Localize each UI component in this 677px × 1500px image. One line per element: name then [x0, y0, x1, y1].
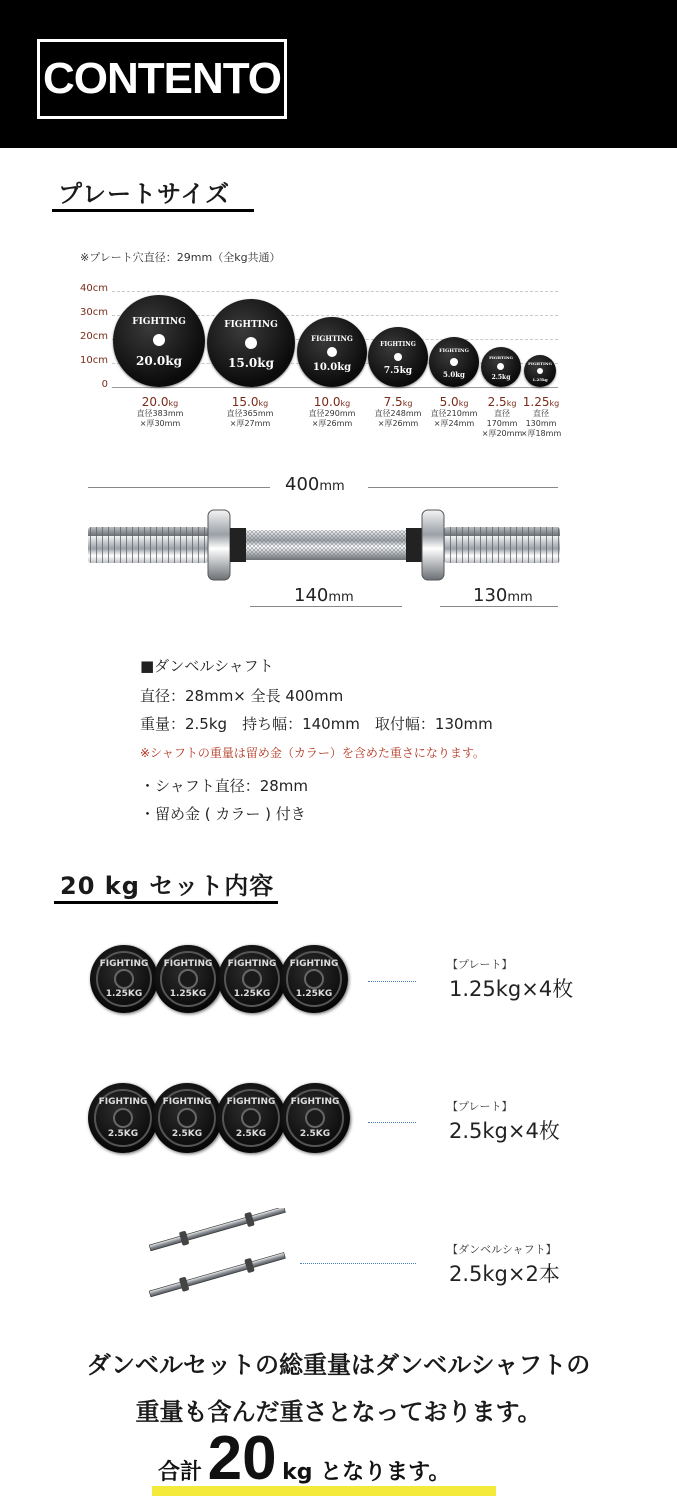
plate-spec: [368, 395, 428, 429]
plate-weight: 10.0: [313, 395, 341, 409]
plate-size-title: プレートサイズ: [58, 180, 231, 208]
plate-weight: 1.25KG: [295, 989, 333, 999]
plate-weight: 2.5KG: [107, 1129, 139, 1139]
item-category: 【プレート】: [447, 958, 513, 971]
plate-hole: [497, 363, 504, 370]
plate-spec: [480, 395, 524, 439]
plate-brand: FIGHTING: [226, 1097, 276, 1107]
shaft-1: [148, 1208, 286, 1255]
collar-inner-right: [406, 528, 422, 562]
total-length-label: [285, 474, 345, 495]
set-plate-1-25kg: [218, 945, 286, 1013]
dim-line-grip: [250, 606, 402, 607]
summary-line: ダンベルセットの総重量はダンベルシャフトの: [86, 1351, 591, 1379]
leader-line: [368, 981, 416, 982]
leader-line: [368, 1122, 416, 1123]
plate-unit: kg: [258, 399, 269, 408]
plate-diameter: 直径290mm: [308, 409, 356, 418]
plate-unit: kg: [402, 399, 413, 408]
plate-face-weight: 7.5kg: [383, 366, 413, 376]
plate-spec: [125, 395, 195, 429]
axis-tick: 20cm: [80, 331, 108, 342]
axis-tick: 10cm: [80, 355, 108, 366]
mount-width-value: 130: [473, 585, 508, 606]
plate-7-5kg: [368, 327, 428, 387]
axis-tick: 30cm: [80, 307, 108, 318]
plate-weight: 5.0: [439, 395, 459, 409]
plate-hole: [450, 358, 458, 366]
set-plate-1-25kg: [90, 945, 158, 1013]
item-quantity: 2.5kg×4枚: [449, 1119, 560, 1143]
title-underline: [54, 901, 278, 904]
plate-spec: [300, 395, 364, 429]
plate-diameter: 直径365mm: [226, 409, 274, 418]
plate-brand: FIGHTING: [163, 959, 213, 969]
shaft-thread-right: [444, 527, 560, 563]
plate-weight: 1.25KG: [169, 989, 207, 999]
hole-note: ※プレート穴直径：29mm（全kg共通）: [80, 251, 281, 264]
item-category: 【プレート】: [447, 1100, 513, 1113]
plate-weight: 1.25: [522, 395, 550, 409]
plate-face-weight: 10.0kg: [312, 362, 352, 373]
total-weight-line: [158, 1424, 518, 1498]
plate-brand: FIGHTING: [132, 317, 186, 327]
plate-thickness: ×厚26mm: [377, 419, 419, 428]
total-length-value: 400: [285, 474, 320, 495]
plate-hole: [245, 337, 257, 349]
plate-20kg: [113, 295, 205, 387]
plate-brand: FIGHTING: [99, 959, 149, 969]
total-suffix: kg となります。: [282, 1460, 451, 1485]
plate-unit: kg: [168, 399, 179, 408]
grip-width-label: [294, 585, 354, 606]
plate-face-weight: 15.0kg: [228, 356, 274, 370]
mount-width-unit: mm: [507, 590, 533, 605]
collar-left: [208, 510, 230, 580]
header-bar: [0, 0, 677, 148]
leader-line: [300, 1263, 416, 1264]
plate-diameter: 直径248mm: [374, 409, 422, 418]
plate-face-weight: 1.25kg: [532, 377, 548, 382]
plate-unit: kg: [458, 399, 469, 408]
dumbbell-shaft-image: [84, 500, 564, 590]
plate-spec: [215, 395, 285, 429]
collar-inner-left: [230, 528, 246, 562]
total-number: 20: [207, 1424, 277, 1493]
set-plate-2-5kg: [152, 1083, 222, 1153]
plate-spec: [520, 395, 562, 439]
plate-brand: FIGHTING: [162, 1097, 212, 1107]
plate-1-25kg: [524, 355, 556, 387]
shaft-2: [148, 1249, 286, 1301]
set-plate-2-5kg: [216, 1083, 286, 1153]
page-title: CONTENTO: [37, 39, 287, 119]
plate-hole: [394, 353, 402, 361]
shaft-bullet: ・シャフト直径：28mm: [140, 777, 309, 795]
plate-15kg: [207, 299, 295, 387]
plate-diameter: 直径130mm: [525, 409, 557, 428]
dumbbell-shafts-image: [144, 1208, 294, 1304]
plate-brand: FIGHTING: [227, 959, 277, 969]
plate-2-5kg: [481, 347, 521, 387]
baseline: [112, 387, 558, 388]
plate-diameter: 直径170mm: [486, 409, 518, 428]
summary-line: 重量も含んだ重さとなっております。: [135, 1398, 542, 1426]
shaft-thread-left: [88, 527, 208, 563]
shaft-weight-note: ※シャフトの重量は留め金（カラー）を含めた重さになります。: [140, 746, 485, 760]
total-length-unit: mm: [319, 479, 345, 494]
axis-tick: 40cm: [80, 283, 108, 294]
plate-brand: FIGHTING: [224, 320, 278, 330]
plate-weight: 20.0: [141, 395, 169, 409]
plate-hole: [153, 334, 165, 346]
plate-weight: 2.5KG: [299, 1129, 331, 1139]
plate-brand: FIGHTING: [439, 348, 469, 354]
plate-brand: FIGHTING: [489, 355, 513, 360]
plate-weight: 15.0: [231, 395, 259, 409]
item-quantity: 1.25kg×4枚: [449, 977, 574, 1001]
plate-diameter: 直径210mm: [430, 409, 478, 418]
set-plate-2-5kg: [280, 1083, 350, 1153]
plate-weight: 2.5: [487, 395, 507, 409]
plate-hole: [327, 347, 337, 357]
plate-weight: 1.25KG: [233, 989, 271, 999]
plate-weight: 2.5KG: [171, 1129, 203, 1139]
plate-spec: [428, 395, 480, 429]
dim-line-mount: [440, 606, 558, 607]
total-prefix: 合計: [158, 1460, 203, 1485]
plate-hole: [537, 368, 543, 374]
plate-unit: kg: [506, 399, 517, 408]
plate-thickness: ×厚27mm: [229, 419, 271, 428]
plate-face-weight: 20.0kg: [136, 354, 182, 368]
plate-diameter: 直径383mm: [136, 409, 184, 418]
plate-thickness: ×厚20mm: [481, 429, 523, 438]
plate-unit: kg: [549, 399, 560, 408]
gridline: [112, 291, 558, 292]
plate-thickness: ×厚24mm: [433, 419, 475, 428]
plate-brand: FIGHTING: [289, 959, 339, 969]
mount-width-label: [473, 585, 533, 606]
plate-face-weight: 2.5kg: [491, 374, 511, 381]
title-underline: [52, 209, 254, 212]
set-plate-2-5kg: [88, 1083, 158, 1153]
plate-thickness: ×厚18mm: [520, 429, 562, 438]
plate-weight: 7.5: [383, 395, 403, 409]
plate-weight: 2.5KG: [235, 1129, 267, 1139]
set-plate-1-25kg: [280, 945, 348, 1013]
shaft-bullet: ・留め金 ( カラー ) 付き: [140, 805, 306, 823]
plate-brand: FIGHTING: [528, 361, 552, 366]
grip-width-value: 140: [294, 585, 329, 606]
plate-10kg: [297, 317, 367, 387]
plate-brand: FIGHTING: [311, 334, 353, 343]
set-contents-title: 20 kg セット内容: [60, 872, 275, 900]
plate-brand: FIGHTING: [290, 1097, 340, 1107]
plate-unit: kg: [340, 399, 351, 408]
plate-5kg: [429, 337, 479, 387]
axis-tick: 0: [101, 379, 108, 390]
dim-line-total: [88, 487, 270, 488]
item-category: 【ダンベルシャフト】: [447, 1243, 557, 1256]
grip-width-unit: mm: [328, 590, 354, 605]
plate-weight: 1.25KG: [105, 989, 143, 999]
dim-line-total: [368, 487, 558, 488]
collar-right: [422, 510, 444, 580]
plate-face-weight: 5.0kg: [443, 370, 465, 379]
set-plate-1-25kg: [154, 945, 222, 1013]
plate-brand: FIGHTING: [380, 341, 416, 348]
plate-brand: FIGHTING: [98, 1097, 148, 1107]
shaft-spec-line: 重量：2.5kg 持ち幅：140mm 取付幅：130mm: [140, 715, 493, 733]
item-quantity: 2.5kg×2本: [449, 1262, 560, 1286]
shaft-spec-line: 直径：28mm× 全長 400mm: [140, 687, 344, 705]
plate-thickness: ×厚30mm: [139, 419, 181, 428]
shaft-spec-heading: ■ダンベルシャフト: [140, 657, 274, 675]
plate-thickness: ×厚26mm: [311, 419, 353, 428]
